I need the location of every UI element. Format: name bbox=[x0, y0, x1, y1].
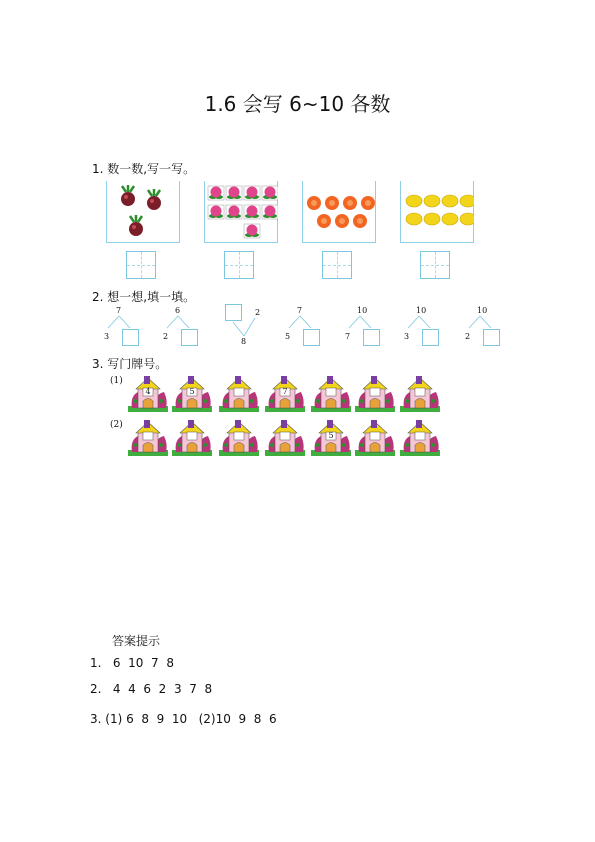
bond-part: 5 bbox=[285, 332, 291, 341]
house bbox=[128, 374, 168, 412]
house bbox=[265, 374, 305, 412]
orange-icon bbox=[302, 181, 376, 243]
number-bond bbox=[225, 306, 273, 350]
number-bond bbox=[345, 306, 393, 350]
bond-part: 2 bbox=[255, 308, 261, 317]
house-icon bbox=[219, 418, 259, 456]
page-title: 1.6 会写 6~10 各数 bbox=[204, 92, 391, 116]
house bbox=[172, 374, 212, 412]
count-answer-box[interactable] bbox=[322, 251, 352, 279]
bond-blank-box[interactable] bbox=[422, 329, 439, 346]
bond-whole: 10 bbox=[477, 306, 488, 315]
count-answer-box[interactable] bbox=[420, 251, 450, 279]
bond-blank-box[interactable] bbox=[303, 329, 320, 346]
house-number[interactable]: 5 bbox=[189, 387, 195, 396]
house bbox=[355, 374, 395, 412]
house-icon bbox=[355, 418, 395, 456]
house bbox=[400, 374, 440, 412]
house bbox=[172, 418, 212, 456]
bond-whole: 10 bbox=[416, 306, 427, 315]
house-icon bbox=[400, 374, 440, 412]
house-number[interactable]: 5 bbox=[328, 431, 334, 440]
house bbox=[219, 418, 259, 456]
question-2-heading: 2. 想一想,填一填。 bbox=[92, 290, 196, 304]
fruit-group-box bbox=[400, 181, 474, 243]
count-answer-box[interactable] bbox=[224, 251, 254, 279]
house-number[interactable]: 4 bbox=[145, 387, 151, 396]
bond-part: 2 bbox=[163, 332, 169, 341]
fruit-group-box bbox=[302, 181, 376, 243]
house bbox=[400, 418, 440, 456]
house bbox=[355, 418, 395, 456]
fruit-group-box bbox=[106, 181, 180, 243]
bond-part: 7 bbox=[345, 332, 351, 341]
house-icon bbox=[128, 418, 168, 456]
bond-whole: 7 bbox=[116, 306, 122, 315]
number-bond bbox=[104, 306, 152, 350]
bond-blank-box[interactable] bbox=[483, 329, 500, 346]
lemon-icon bbox=[400, 181, 474, 243]
row-2-label: (2) bbox=[110, 420, 123, 430]
answer-line-2: 2. 4 4 6 2 3 7 8 bbox=[90, 682, 213, 696]
answer-line-1: 1. 6 10 7 8 bbox=[90, 656, 174, 670]
bond-whole: 8 bbox=[241, 337, 247, 346]
house-icon bbox=[400, 418, 440, 456]
house bbox=[219, 374, 259, 412]
number-bond bbox=[163, 306, 211, 350]
radish-icon bbox=[106, 181, 180, 243]
number-bond bbox=[285, 306, 333, 350]
house bbox=[128, 418, 168, 456]
question-3-heading: 3. 写门牌号。 bbox=[92, 357, 168, 371]
number-bond bbox=[404, 306, 452, 350]
house-icon bbox=[219, 374, 259, 412]
house bbox=[265, 418, 305, 456]
bond-blank-box[interactable] bbox=[225, 304, 242, 321]
bond-part: 2 bbox=[465, 332, 471, 341]
bond-blank-box[interactable] bbox=[181, 329, 198, 346]
bond-whole: 7 bbox=[297, 306, 303, 315]
house-icon bbox=[265, 418, 305, 456]
answer-line-3: 3. (1) 6 8 9 10 (2)10 9 8 6 bbox=[90, 712, 277, 726]
house-icon bbox=[311, 374, 351, 412]
fruit-group-box bbox=[204, 181, 278, 243]
peach-icon bbox=[204, 181, 278, 243]
house-number[interactable]: 7 bbox=[282, 387, 288, 396]
bond-whole: 10 bbox=[357, 306, 368, 315]
answers-heading: 答案提示 bbox=[112, 634, 161, 648]
house-icon bbox=[172, 418, 212, 456]
bond-blank-box[interactable] bbox=[122, 329, 139, 346]
bond-part: 3 bbox=[404, 332, 410, 341]
house-icon bbox=[355, 374, 395, 412]
bond-part: 3 bbox=[104, 332, 110, 341]
house bbox=[311, 374, 351, 412]
question-1-heading: 1. 数一数,写一写。 bbox=[92, 162, 196, 176]
house bbox=[311, 418, 351, 456]
number-bond bbox=[465, 306, 513, 350]
row-1-label: (1) bbox=[110, 376, 123, 386]
bond-whole: 6 bbox=[175, 306, 181, 315]
bond-blank-box[interactable] bbox=[363, 329, 380, 346]
count-answer-box[interactable] bbox=[126, 251, 156, 279]
